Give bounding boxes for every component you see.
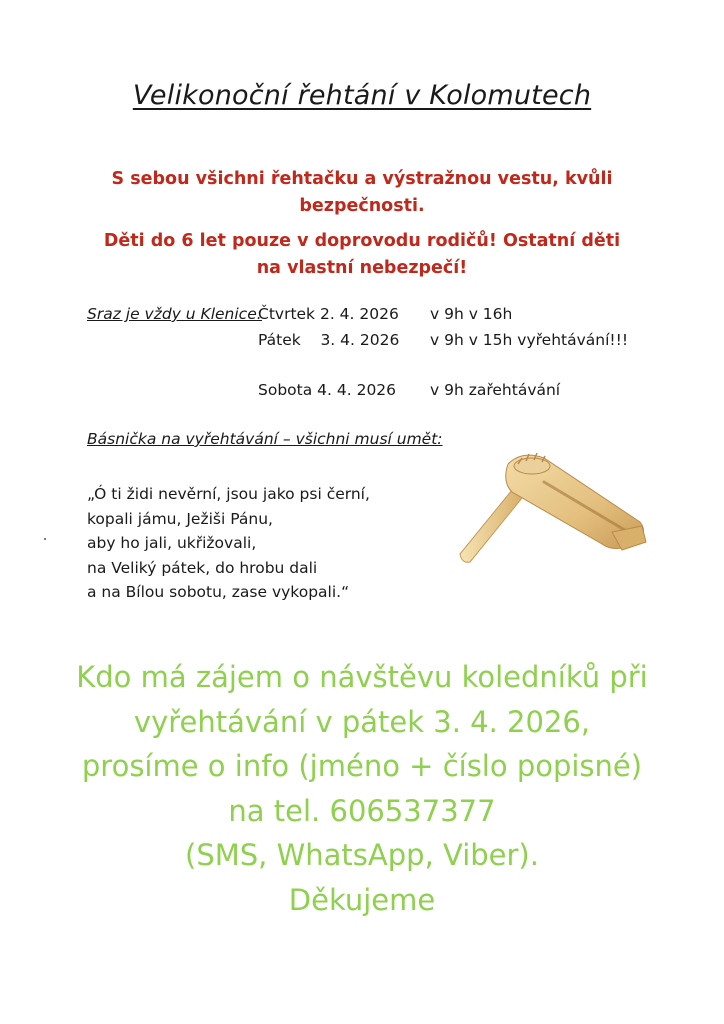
schedule-time-thursday: v 9h v 16h	[430, 305, 513, 323]
schedule-time-friday: v 9h v 15h vyřehtávání!!!	[430, 331, 629, 349]
info-line: Kdo má zájem o návštěvu koledníků při	[76, 660, 648, 694]
schedule-time-saturday: v 9h zařehtávání	[430, 381, 561, 399]
poem-line: kopali jámu, Ježiši Pánu,	[87, 509, 273, 528]
schedule-day-thursday: Čtvrtek 2. 4. 2026	[258, 305, 399, 323]
visit-info	[40, 655, 684, 922]
equipment-warning: S sebou všichni řehtačku a výstražnou vestu, kvůli bezpečnosti.	[111, 169, 613, 217]
schedule-day-friday: Pátek 3. 4. 2026	[258, 331, 400, 349]
children-warning: Děti do 6 let pouze v doprovodu rodičů! Ostatní děti na vlastní nebezpečí!	[103, 231, 621, 279]
poem-heading: Básnička na vyřehtávání – všichni musí umět:	[87, 430, 443, 448]
info-line: prosíme o info (jméno + číslo popisné)	[81, 749, 643, 783]
schedule-day-saturday: Sobota 4. 4. 2026	[258, 381, 397, 399]
page-title: Velikonoční řehtání v Kolomutech	[132, 80, 592, 111]
info-line: (SMS, WhatsApp, Viber).	[185, 838, 539, 872]
wooden-ratchet-icon	[452, 446, 652, 566]
poem-line: „Ó ti židi nevěrní, jsou jako psi černí,	[87, 485, 370, 503]
poem-line: a na Bílou sobotu, zase vykopali.“	[87, 583, 350, 601]
poem-line: na Veliký pátek, do hrobu dali	[87, 558, 318, 577]
poem	[87, 482, 370, 605]
poem-line: aby ho jali, ukřižovali,	[87, 534, 257, 552]
meeting-label: Sraz je vždy u Klenice:	[87, 305, 262, 323]
speck-dot	[44, 538, 46, 540]
phone-line: na tel. 606537377	[228, 793, 496, 828]
thanks-line: Děkujeme	[288, 882, 436, 917]
info-line: vyřehtávání v pátek 3. 4. 2026,	[133, 704, 591, 739]
